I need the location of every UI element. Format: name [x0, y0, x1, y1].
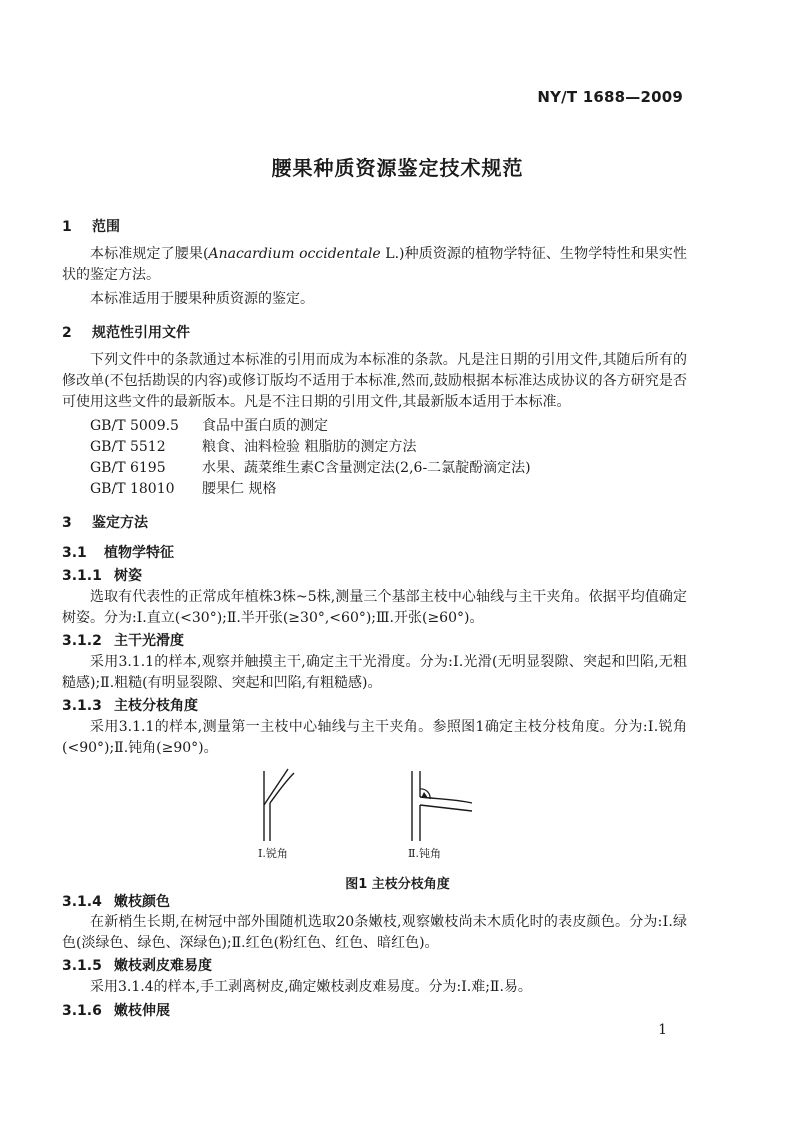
reference-title: 食品中蛋白质的测定	[202, 418, 328, 434]
section-title: 鉴定方法	[92, 515, 148, 531]
reference-code: GB/T 5512	[90, 439, 166, 455]
subsection-3-1-3-heading	[62, 695, 198, 715]
reference-item	[90, 457, 531, 477]
reference-code: GB/T 18010	[90, 481, 175, 497]
acute-angle-diagram	[264, 769, 294, 841]
section-1-heading	[62, 216, 120, 236]
section-title: 主枝分枝角度	[114, 698, 198, 714]
subsection-3-1-6-heading	[62, 1000, 170, 1020]
subsection-3-1-2-paragraph: 采用3.1.1的样本,观察并触摸主干,确定主干光滑度。分为:Ⅰ.光滑(无明显裂隙、突起和凹陷,无粗糙感);Ⅱ.粗糙(有明显裂隙、突起和凹陷,有粗糙感)。	[62, 654, 687, 691]
reference-code: GB/T 5009.5	[90, 418, 179, 434]
section-1-paragraph-1: 本标准规定了腰果(Anacardium occidentale L.)种质资源的植物学特征、生物学特性和果实性状的鉴定方法。	[62, 246, 687, 283]
subsection-3-1-3-paragraph: 采用3.1.1的样本,测量第一主枝中心轴线与主干夹角。参照图1确定主枝分枝角度。分为:Ⅰ.锐角(<90°);Ⅱ.钝角(≥90°)。	[62, 719, 687, 756]
figure-caption: 图1 主枝分枝角度	[345, 877, 450, 892]
figure-label-acute: Ⅰ.锐角	[258, 847, 288, 860]
reference-item	[90, 436, 416, 456]
section-title: 嫩枝颜色	[114, 894, 170, 910]
reference-title: 腰果仁 规格	[202, 481, 277, 497]
section-3-heading	[62, 512, 148, 532]
section-2-heading	[62, 322, 190, 342]
section-number: 1	[62, 219, 72, 235]
standard-code: NY/T 1688—2009	[537, 88, 683, 106]
section-title: 植物学特征	[104, 545, 174, 561]
section-2-paragraph: 下列文件中的条款通过本标准的引用而成为本标准的条款。凡是注日期的引用文件,其随后所有的修改单(不包括勘误的内容)或修订版均不适用于本标准,然而,鼓励根据本标准达成协议的各方研究是否可使用这些文件的最新版本。凡是不注日期的引用文件,其最新版本适用于本标准。	[62, 352, 687, 410]
section-title: 嫩枝伸展	[114, 1003, 170, 1019]
section-number: 3.1.5	[62, 958, 102, 974]
obtuse-angle-diagram	[412, 771, 472, 841]
section-number: 3.1.4	[62, 894, 102, 910]
reference-code: GB/T 6195	[90, 460, 166, 476]
section-1-paragraph-2: 本标准适用于腰果种质资源的鉴定。	[90, 291, 314, 307]
section-number: 3.1.2	[62, 633, 102, 649]
page-number: 1	[658, 1022, 667, 1038]
subsection-3-1-1-paragraph: 选取有代表性的正常成年植株3株~5株,测量三个基部主枝中心轴线与主干夹角。依据平均值确定树姿。分为:Ⅰ.直立(<30°);Ⅱ.半开张(≥30°,<60°);Ⅲ.开张(≥60°)。	[62, 589, 687, 626]
subsection-3-1-4-paragraph: 在新梢生长期,在树冠中部外围随机选取20条嫩枝,观察嫩枝尚未木质化时的表皮颜色。分为:Ⅰ.绿色(淡绿色、绿色、深绿色);Ⅱ.红色(粉红色、红色、暗红色)。	[62, 914, 687, 951]
figure-1	[250, 765, 480, 865]
section-title: 主干光滑度	[114, 633, 184, 649]
reference-title: 水果、蔬菜维生素C含量测定法(2,6-二氯靛酚滴定法)	[202, 460, 531, 476]
section-number: 3.1.6	[62, 1003, 102, 1019]
subsection-3-1-4-heading	[62, 891, 170, 911]
section-title: 嫩枝剥皮难易度	[114, 958, 212, 974]
latin-name: Anacardium occidentale	[208, 246, 381, 262]
subsection-3-1-1-heading	[62, 565, 142, 585]
subsection-3-1-5-paragraph: 采用3.1.4的样本,手工剥离树皮,确定嫩枝剥皮难易度。分为:Ⅰ.难;Ⅱ.易。	[90, 979, 532, 995]
reference-item	[90, 415, 328, 435]
section-title: 规范性引用文件	[92, 325, 190, 341]
section-number: 2	[62, 325, 72, 341]
section-number: 3	[62, 515, 72, 531]
page-title: 腰果种质资源鉴定技术规范	[271, 156, 524, 180]
section-title: 范围	[92, 219, 120, 235]
reference-item	[90, 478, 276, 498]
section-number: 3.1.3	[62, 698, 102, 714]
section-number: 3.1.1	[62, 568, 102, 584]
section-title: 树姿	[114, 568, 142, 584]
subsection-3-1-heading	[62, 542, 174, 562]
subsection-3-1-5-heading	[62, 955, 212, 975]
section-number: 3.1	[62, 545, 87, 561]
reference-title: 粮食、油料检验 粗脂肪的测定方法	[202, 439, 417, 455]
subsection-3-1-2-heading	[62, 630, 184, 650]
figure-label-obtuse: Ⅱ.钝角	[408, 847, 441, 860]
